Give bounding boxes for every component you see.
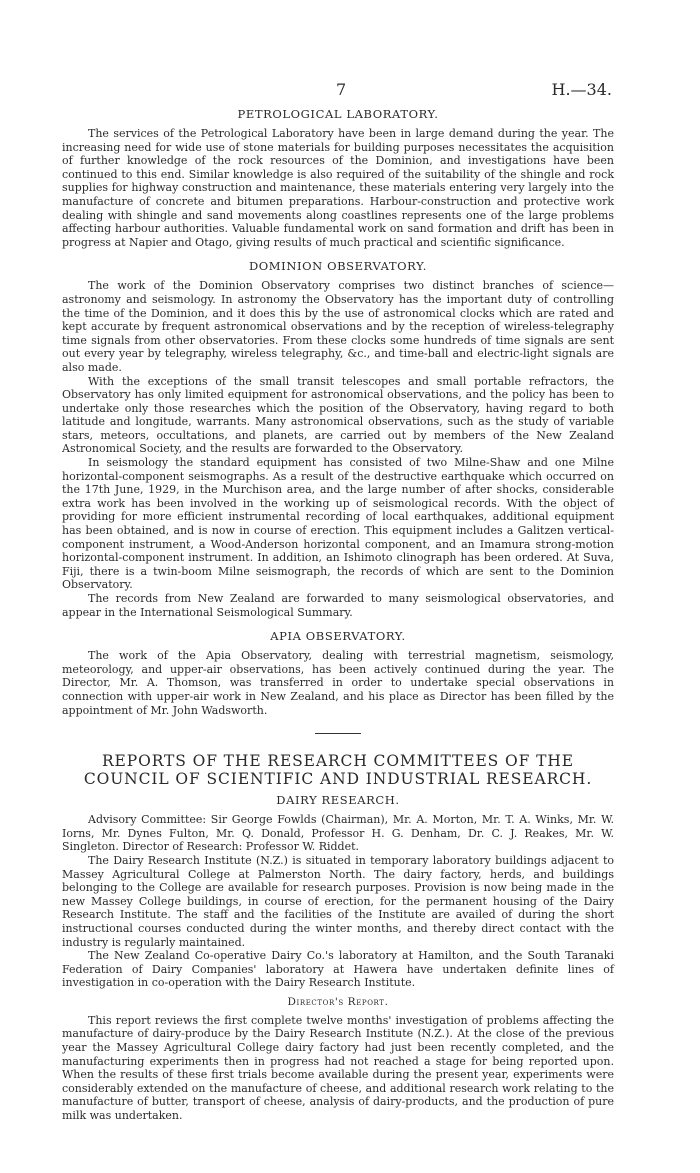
- page-content: [62, 107, 614, 1123]
- page-header: [0, 80, 700, 100]
- section-title-dominion-observatory: DOMINION OBSERVATORY.: [248, 259, 428, 274]
- paragraph: In seismology the standard equipment has consisted of two Milne-Shaw and one Milne horizontal-component seismographs. As a result of the destructive earthquake which occurred on the 17th June, 1929, in the Murchison area, and the large number of after shocks, considerable extra work has been involved in the working up of seismological records. With the object of providing for more efficient instrumental recording of local earthquakes, additional equipment has been obtained, and is now in course of erection. This equipment includes a Galitzen vertical-component instrument, a Wood-Anderson horizontal component, and an Imamura strong-motion horizontal-component instrument. In addition, an Ishimoto clinograph has been ordered. At Suva, Fiji, there is a twin-boom Milne seismograph, the records of which are sent to the Dominion Observatory.: [62, 456, 614, 592]
- paragraph: This report reviews the first complete twelve months' investigation of problems affecting the manufacture of dairy-produce by the Dairy Research Institute (N.Z.). At the close of the previous year the Massey Agricultural College dairy factory had just been recently completed, and the manufacturing experiments then in progress had not reached a stage for being reported upon. When the results of these first trials become available during the present year, experiments were considerably extended on the manufacture of cheese, and additional research work relating to the manufacture of butter, transport of cheese, analysis of dairy-products, and the production of pure milk was undertaken.: [62, 1013, 614, 1123]
- paragraph: The records from New Zealand are forwarded to many seismological observatories, and appear in the International Seismological Summary.: [62, 592, 614, 619]
- section-title-apia-observatory: APIA OBSERVATORY.: [270, 629, 406, 644]
- paragraph: Advisory Committee: Sir George Fowlds (Chairman), Mr. A. Morton, Mr. T. A. Winks, Mr. W. Iorns, Mr. Dynes Fulton, Mr. Q. Donald, Professor H. G. Denham, Dr. C. J. Reakes, Mr. W. Singleton. Director of Research: Professor W. Riddet.: [62, 813, 614, 854]
- section-title-petrological: PETROLOGICAL LABORATORY.: [237, 107, 439, 121]
- section-divider: [315, 733, 361, 734]
- reports-heading: REPORTS OF THE RESEARCH COMMITTEES OF THE COUNCIL OF SCIENTIFIC AND INDUSTRIAL RESEARCH.: [83, 752, 593, 789]
- subsection-title-directors-report: Director's Report.: [287, 995, 389, 1008]
- page-number: 7: [336, 80, 347, 99]
- paragraph: The work of the Apia Observatory, dealing with terrestrial magnetism, seismology, meteorology, and upper-air observations, has been actively continued during the year. The Director, Mr. A. Thomson, was transferred in order to undertake special observations in connection with upper-air work in New Zealand, and his place as Director has been filled by the appointment of Mr. John Wadsworth.: [62, 649, 614, 717]
- document-code: H.—34.: [551, 80, 612, 99]
- paragraph: The New Zealand Co-operative Dairy Co.'s laboratory at Hamilton, and the South Taranaki Federation of Dairy Companies' laboratory at Hawera have undertaken definite lines of investigation in co-operation with the Dairy Research Institute.: [62, 949, 614, 990]
- section-title-dairy-research: DAIRY RESEARCH.: [276, 793, 400, 808]
- paragraph: The work of the Dominion Observatory comprises two distinct branches of science—astronomy and seismology. In astronomy the Observatory has the important duty of controlling the time of the Dominion, and it does this by the use of astronomical clocks which are rated and kept accurate by frequent astronomical observations and by the reception of wireless-telegraphy time signals from other observatories. From these clocks some hundreds of time signals are sent out every year by telegraphy, wireless telegraphy, &c., and time-ball and electric-light signals are also made.: [62, 279, 614, 374]
- paragraph: With the exceptions of the small transit telescopes and small portable refractors, the Observatory has only limited equipment for astronomical observations, and the policy has been to undertake only those researches which the position of the Observatory, having regard to both latitude and longitude, warrants. Many astronomical observations, such as the study of variable stars, meteors, occultations, and planets, are carried out by members of the New Zealand Astronomical Society, and the results are forwarded to the Observatory.: [62, 374, 614, 456]
- paragraph: The services of the Petrological Laboratory have been in large demand during the year. The increasing need for wide use of stone materials for building purposes necessitates the acquisition of further knowledge of the rock resources of the Dominion, and investigations have been continued to this end. Similar knowledge is also required of the suitability of the shingle and rock supplies for highway construction and maintenance, these materials entering very largely into the manufacture of concrete and bitumen preparations. Harbour-construction and protective work dealing with shingle and sand movements along coastlines represents one of the large problems affecting harbour authorities. Valuable fundamental work on sand formation and drift has been in progress at Napier and Otago, giving results of much practical and scientific significance.: [62, 127, 614, 249]
- paragraph: The Dairy Research Institute (N.Z.) is situated in temporary laboratory buildings adjacent to Massey Agricultural College at Palmerston North. The dairy factory, herds, and buildings belonging to the College are available for research purposes. Provision is now being made in the new Massey College buildings, in course of erection, for the permanent housing of the Dairy Research Institute. The staff and the facilities of the Institute are availed of during the short instructional courses conducted during the winter months, and thereby direct contact with the industry is regularly maintained.: [62, 853, 614, 949]
